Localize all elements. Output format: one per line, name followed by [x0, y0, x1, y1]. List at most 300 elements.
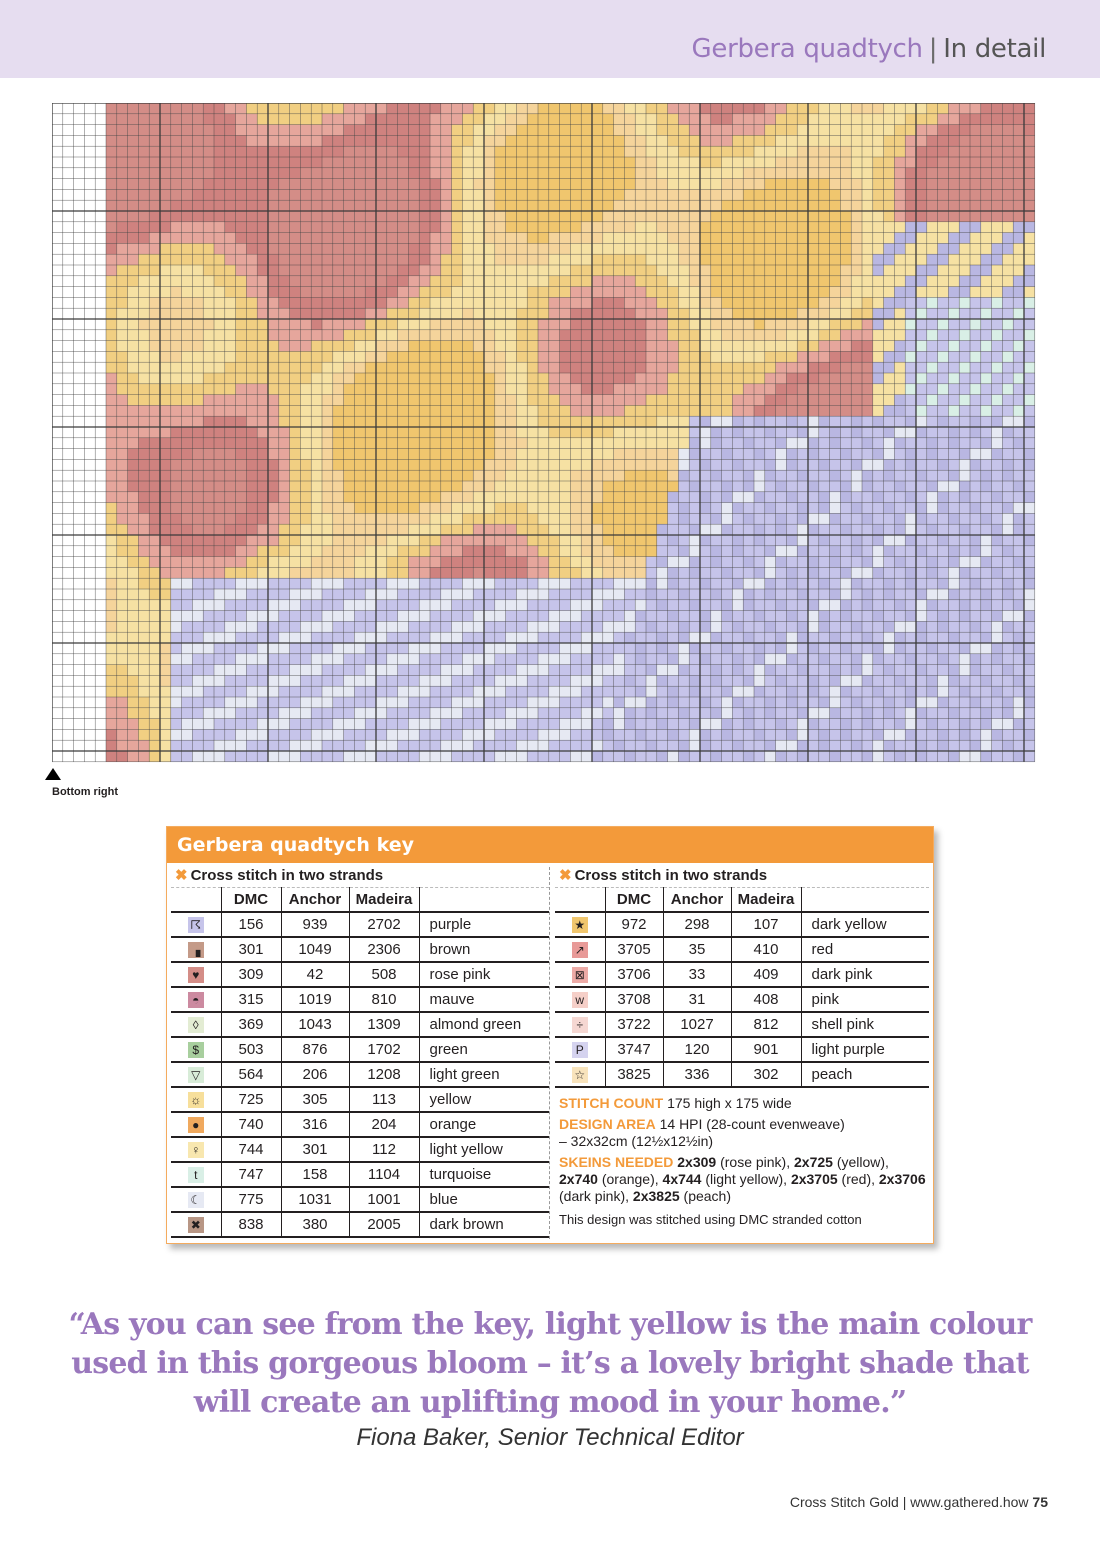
stitch-cell: [830, 611, 841, 622]
stitch-cell: [657, 503, 668, 514]
stitch-cell: [1002, 427, 1013, 438]
stitch-cell: [808, 243, 819, 254]
stitch-cell: [722, 611, 733, 622]
stitch-cell: [527, 211, 538, 222]
stitch-cell: [1013, 459, 1024, 470]
stitch-cell: [732, 708, 743, 719]
stitch-cell: [430, 686, 441, 697]
stitch-cell: [819, 643, 830, 654]
stitch-cell: [203, 503, 214, 514]
stitch-cell: [128, 719, 139, 730]
stitch-cell: [916, 114, 927, 125]
stitch-cell: [765, 503, 776, 514]
stitch-cell: [797, 211, 808, 222]
stitch-cell: [959, 233, 970, 244]
stitch-cell: [1002, 675, 1013, 686]
stitch-cell: [624, 589, 635, 600]
stitch-cell: [948, 200, 959, 211]
stitch-cell: [1013, 222, 1024, 233]
stitch-cell: [711, 211, 722, 222]
stitch-cell: [452, 546, 463, 557]
stitch-cell: [1002, 395, 1013, 406]
stitch-cell: [938, 449, 949, 460]
stitch-cell: [970, 114, 981, 125]
stitch-cell: [290, 557, 301, 568]
stitch-cell: [1013, 449, 1024, 460]
stitch-cell: [560, 535, 571, 546]
stitch-cell: [765, 535, 776, 546]
stitch-cell: [236, 481, 247, 492]
stitch-cell: [722, 330, 733, 341]
stitch-cell: [1002, 719, 1013, 730]
stitch-cell: [419, 168, 430, 179]
stitch-cell: [743, 719, 754, 730]
stitch-cell: [182, 384, 193, 395]
stitch-cell: [851, 330, 862, 341]
stitch-cell: [732, 600, 743, 611]
stitch-cell: [1002, 189, 1013, 200]
stitch-cell: [754, 287, 765, 298]
stitch-cell: [894, 265, 905, 276]
stitch-cell: [840, 611, 851, 622]
stitch-cell: [905, 643, 916, 654]
stitch-cell: [700, 492, 711, 503]
stitch-cell: [1013, 513, 1024, 524]
stitch-cell: [873, 567, 884, 578]
stitch-cell: [959, 330, 970, 341]
stitch-cell: [992, 125, 1003, 136]
stitch-cell: [149, 351, 160, 362]
stitch-cell: [225, 481, 236, 492]
stitch-cell: [160, 643, 171, 654]
stitch-cell: [992, 621, 1003, 632]
stitch-cell: [948, 330, 959, 341]
stitch-cell: [635, 233, 646, 244]
stitch-cell: [948, 503, 959, 514]
stitch-cell: [732, 265, 743, 276]
stitch-cell: [635, 297, 646, 308]
stitch-cell: [722, 665, 733, 676]
stitch-cell: [819, 276, 830, 287]
stitch-cell: [419, 233, 430, 244]
stitch-cell: [549, 557, 560, 568]
stitch-cell: [743, 557, 754, 568]
stitch-cell: [495, 103, 506, 114]
stitch-cell: [614, 524, 625, 535]
stitch-cell: [387, 513, 398, 524]
stitch-cell: [549, 330, 560, 341]
stitch-cell: [128, 697, 139, 708]
stitch-cell: [473, 643, 484, 654]
stitch-cell: [689, 330, 700, 341]
stitch-cell: [916, 524, 927, 535]
stitch-cell: [1024, 470, 1035, 481]
stitch-cell: [430, 719, 441, 730]
stitch-cell: [182, 103, 193, 114]
stitch-cell: [927, 308, 938, 319]
stitch-cell: [398, 125, 409, 136]
stitch-cell: [506, 719, 517, 730]
stitch-cell: [1013, 654, 1024, 665]
stitch-cell: [246, 481, 257, 492]
stitch-cell: [916, 254, 927, 265]
stitch-cell: [732, 492, 743, 503]
stitch-cell: [333, 222, 344, 233]
stitch-cell: [484, 233, 495, 244]
stitch-cell: [171, 341, 182, 352]
stitch-cell: [1013, 330, 1024, 341]
stitch-cell: [732, 513, 743, 524]
stitch-cell: [246, 373, 257, 384]
stitch-cell: [106, 481, 117, 492]
stitch-cell: [614, 719, 625, 730]
stitch-cell: [668, 719, 679, 730]
stitch-cell: [916, 643, 927, 654]
stitch-cell: [214, 341, 225, 352]
stitch-cell: [927, 438, 938, 449]
stitch-cell: [538, 103, 549, 114]
stitch-cell: [808, 168, 819, 179]
stitch-cell: [786, 243, 797, 254]
stitch-cell: [452, 503, 463, 514]
stitch-cell: [473, 513, 484, 524]
stitch-cell: [981, 373, 992, 384]
stitch-cell: [862, 233, 873, 244]
stitch-cell: [538, 535, 549, 546]
stitch-cell: [959, 524, 970, 535]
stitch-cell: [365, 189, 376, 200]
stitch-cell: [776, 308, 787, 319]
stitch-cell: [959, 449, 970, 460]
stitch-cell: [808, 665, 819, 676]
stitch-cell: [246, 233, 257, 244]
stitch-cell: [711, 384, 722, 395]
stitch-cell: [354, 427, 365, 438]
stitch-cell: [830, 503, 841, 514]
stitch-cell: [657, 114, 668, 125]
stitch-cell: [560, 384, 571, 395]
stitch-cell: [495, 146, 506, 157]
stitch-cell: [851, 405, 862, 416]
stitch-cell: [516, 168, 527, 179]
stitch-cell: [873, 675, 884, 686]
stitch-cell: [776, 114, 787, 125]
stitch-cell: [570, 481, 581, 492]
stitch-cell: [398, 459, 409, 470]
stitch-cell: [506, 557, 517, 568]
stitch-cell: [452, 330, 463, 341]
stitch-cell: [614, 643, 625, 654]
stitch-cell: [160, 427, 171, 438]
stitch-cell: [948, 233, 959, 244]
stitch-cell: [624, 254, 635, 265]
stitch-cell: [992, 297, 1003, 308]
stitch-cell: [1013, 211, 1024, 222]
stitch-cell: [171, 438, 182, 449]
stitch-cell: [938, 524, 949, 535]
stitch-cell: [138, 675, 149, 686]
stitch-cell: [592, 578, 603, 589]
stitch-cell: [290, 114, 301, 125]
stitch-cell: [290, 135, 301, 146]
stitch-cell: [311, 643, 322, 654]
stitch-cell: [603, 492, 614, 503]
stitch-cell: [938, 114, 949, 125]
stitch-cell: [290, 405, 301, 416]
stitch-cell: [765, 675, 776, 686]
stitch-cell: [992, 179, 1003, 190]
stitch-cell: [570, 200, 581, 211]
stitch-cell: [819, 675, 830, 686]
stitch-cell: [257, 351, 268, 362]
stitch-cell: [700, 481, 711, 492]
stitch-cell: [970, 524, 981, 535]
stitch-cell: [138, 643, 149, 654]
stitch-cell: [225, 297, 236, 308]
stitch-cell: [1024, 503, 1035, 514]
stitch-cell: [830, 524, 841, 535]
stitch-cell: [786, 297, 797, 308]
stitch-cell: [138, 168, 149, 179]
stitch-cell: [884, 200, 895, 211]
stitch-cell: [398, 384, 409, 395]
stitch-cell: [473, 351, 484, 362]
stitch-cell: [128, 729, 139, 740]
stitch-cell: [160, 330, 171, 341]
stitch-cell: [722, 621, 733, 632]
stitch-cell: [894, 395, 905, 406]
stitch-cell: [365, 276, 376, 287]
stitch-cell: [430, 459, 441, 470]
stitch-cell: [981, 686, 992, 697]
stitch-cell: [560, 578, 571, 589]
stitch-cell: [851, 492, 862, 503]
stitch-cell: [668, 686, 679, 697]
stitch-cell: [1002, 168, 1013, 179]
stitch-cell: [1013, 427, 1024, 438]
stitch-cell: [441, 384, 452, 395]
stitch-cell: [354, 297, 365, 308]
stitch-cell: [430, 567, 441, 578]
stitch-cell: [376, 513, 387, 524]
stitch-cell: [128, 384, 139, 395]
stitch-cell: [959, 168, 970, 179]
stitch-cell: [862, 351, 873, 362]
stitch-cell: [538, 146, 549, 157]
stitch-cell: [1024, 686, 1035, 697]
stitch-cell: [776, 125, 787, 136]
stitch-cell: [484, 157, 495, 168]
stitch-cell: [322, 675, 333, 686]
stitch-cell: [938, 405, 949, 416]
stitch-cell: [1024, 459, 1035, 470]
stitch-cell: [732, 308, 743, 319]
stitch-cell: [354, 211, 365, 222]
stitch-cell: [754, 200, 765, 211]
stitch-cell: [851, 222, 862, 233]
stitch-cell: [408, 211, 419, 222]
stitch-cell: [938, 708, 949, 719]
stitch-cell: [462, 632, 473, 643]
stitch-cell: [603, 546, 614, 557]
stitch-cell: [106, 222, 117, 233]
stitch-cell: [376, 254, 387, 265]
stitch-cell: [743, 297, 754, 308]
stitch-cell: [441, 308, 452, 319]
stitch-cell: [635, 632, 646, 643]
stitch-cell: [905, 524, 916, 535]
stitch-cell: [592, 600, 603, 611]
stitch-cell: [527, 189, 538, 200]
stitch-cell: [732, 135, 743, 146]
stitch-cell: [398, 611, 409, 622]
stitch-cell: [754, 103, 765, 114]
stitch-cell: [1013, 135, 1024, 146]
stitch-cell: [376, 578, 387, 589]
stitch-cell: [948, 211, 959, 222]
stitch-cell: [830, 675, 841, 686]
stitch-cell: [160, 621, 171, 632]
stitch-cell: [948, 222, 959, 233]
stitch-cell: [473, 233, 484, 244]
stitch-cell: [160, 470, 171, 481]
stitch-cell: [527, 665, 538, 676]
stitch-cell: [538, 200, 549, 211]
stitch-cell: [862, 362, 873, 373]
stitch-cell: [765, 459, 776, 470]
stitch-cell: [171, 513, 182, 524]
stitch-cell: [441, 211, 452, 222]
stitch-cell: [797, 427, 808, 438]
stitch-cell: [279, 611, 290, 622]
stitch-cell: [1013, 578, 1024, 589]
stitch-cell: [732, 405, 743, 416]
stitch-cell: [311, 621, 322, 632]
stitch-cell: [743, 384, 754, 395]
stitch-cell: [322, 319, 333, 330]
stitch-cell: [322, 578, 333, 589]
stitch-cell: [192, 567, 203, 578]
stitch-cell: [884, 330, 895, 341]
stitch-cell: [754, 643, 765, 654]
stitch-cell: [171, 459, 182, 470]
stitch-cell: [722, 449, 733, 460]
stitch-cell: [473, 427, 484, 438]
stitch-cell: [484, 276, 495, 287]
stitch-cell: [624, 578, 635, 589]
stitch-cell: [473, 384, 484, 395]
stitch-cell: [398, 416, 409, 427]
stitch-cell: [916, 168, 927, 179]
stitch-cell: [290, 395, 301, 406]
stitch-cell: [786, 114, 797, 125]
stitch-cell: [754, 179, 765, 190]
stitch-cell: [862, 611, 873, 622]
stitch-cell: [203, 405, 214, 416]
stitch-cell: [192, 308, 203, 319]
stitch-cell: [225, 654, 236, 665]
stitch-cell: [214, 600, 225, 611]
stitch-cell: [106, 524, 117, 535]
stitch-cell: [592, 449, 603, 460]
stitch-cell: [797, 481, 808, 492]
stitch-cell: [689, 265, 700, 276]
stitch-cell: [365, 297, 376, 308]
stitch-cell: [722, 135, 733, 146]
stitch-cell: [873, 589, 884, 600]
stitch-cell: [614, 287, 625, 298]
stitch-cell: [786, 546, 797, 557]
stitch-cell: [484, 557, 495, 568]
stitch-cell: [981, 114, 992, 125]
stitch-cell: [290, 578, 301, 589]
stitch-cell: [786, 168, 797, 179]
stitch-cell: [365, 179, 376, 190]
stitch-cell: [268, 427, 279, 438]
stitch-cell: [873, 200, 884, 211]
stitch-cell: [884, 243, 895, 254]
stitch-cell: [581, 243, 592, 254]
stitch-cell: [905, 535, 916, 546]
stitch-cell: [668, 503, 679, 514]
stitch-cell: [236, 492, 247, 503]
stitch-cell: [689, 513, 700, 524]
stitch-cell: [570, 157, 581, 168]
stitch-cell: [1013, 546, 1024, 557]
stitch-cell: [765, 103, 776, 114]
stitch-cell: [1013, 621, 1024, 632]
stitch-cell: [927, 578, 938, 589]
stitch-cell: [678, 567, 689, 578]
stitch-cell: [117, 287, 128, 298]
stitch-cell: [419, 567, 430, 578]
stitch-cell: [398, 578, 409, 589]
stitch-cell: [722, 632, 733, 643]
stitch-cell: [268, 708, 279, 719]
stitch-cell: [300, 135, 311, 146]
stitch-cell: [570, 438, 581, 449]
stitch-cell: [192, 341, 203, 352]
stitch-cell: [560, 567, 571, 578]
stitch-cell: [311, 254, 322, 265]
stitch-cell: [441, 297, 452, 308]
stitch-cell: [938, 589, 949, 600]
stitch-cell: [441, 503, 452, 514]
stitch-cell: [462, 243, 473, 254]
stitch-cell: [527, 146, 538, 157]
stitch-cell: [894, 276, 905, 287]
stitch-cell: [916, 200, 927, 211]
stitch-cell: [441, 600, 452, 611]
stitch-cell: [570, 211, 581, 222]
stitch-cell: [603, 254, 614, 265]
stitch-cell: [516, 470, 527, 481]
stitch-cell: [938, 654, 949, 665]
stitch-cell: [808, 449, 819, 460]
stitch-cell: [635, 492, 646, 503]
stitch-cell: [138, 470, 149, 481]
stitch-cell: [344, 459, 355, 470]
stitch-cell: [311, 287, 322, 298]
stitch-cell: [408, 438, 419, 449]
stitch-cell: [1024, 373, 1035, 384]
stitch-cell: [884, 341, 895, 352]
stitch-cell: [225, 513, 236, 524]
stitch-cell: [398, 524, 409, 535]
stitch-cell: [657, 427, 668, 438]
stitch-cell: [938, 492, 949, 503]
stitch-cell: [603, 135, 614, 146]
